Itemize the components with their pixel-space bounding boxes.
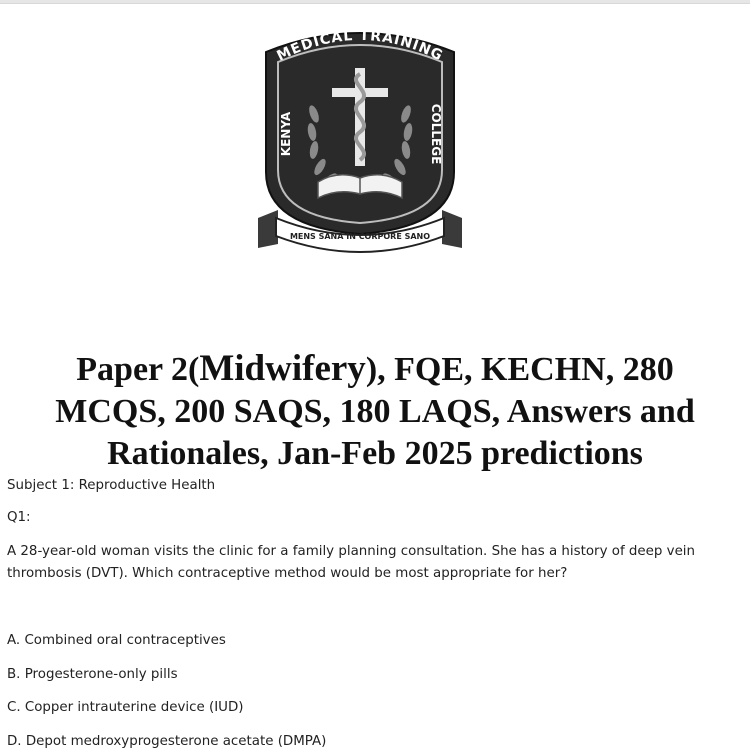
kmtc-logo xyxy=(252,22,468,272)
question-number: Q1: xyxy=(7,510,31,525)
option-a: A. Combined oral contraceptives xyxy=(7,633,226,648)
subject-heading: Subject 1: Reproductive Health xyxy=(7,478,216,493)
logo-arc-text: MEDICAL TRAINING xyxy=(274,27,446,65)
option-b: B. Progesterone-only pills xyxy=(7,667,178,682)
logo-motto-text: MENS SANA IN CORPORE SANO xyxy=(289,232,431,241)
title-part-1: Paper 2( xyxy=(76,351,200,388)
document-title xyxy=(0,348,750,475)
title-line-3: Rationales, Jan-Feb 2025 predictions xyxy=(107,435,643,472)
logo-right-text: COLLEGE xyxy=(429,103,443,165)
option-c: C. Copper intrauterine device (IUD) xyxy=(7,700,244,715)
page-top-rule xyxy=(0,0,750,4)
title-part-3: ), FQE, KECHN, 280 xyxy=(365,351,674,388)
title-part-2: Midwifery xyxy=(199,348,366,389)
option-d: D. Depot medroxyprogesterone acetate (DMPA) xyxy=(7,734,327,749)
question-text: A 28-year-old woman visits the clinic for a family planning consultation. She has a history of deep vein thrombosis (DVT). Which contraceptive method would be most appropriate for her? xyxy=(7,544,696,581)
logo-left-text: KENYA xyxy=(279,111,293,157)
title-line-2: MCQS, 200 SAQS, 180 LAQS, Answers and xyxy=(55,393,695,430)
